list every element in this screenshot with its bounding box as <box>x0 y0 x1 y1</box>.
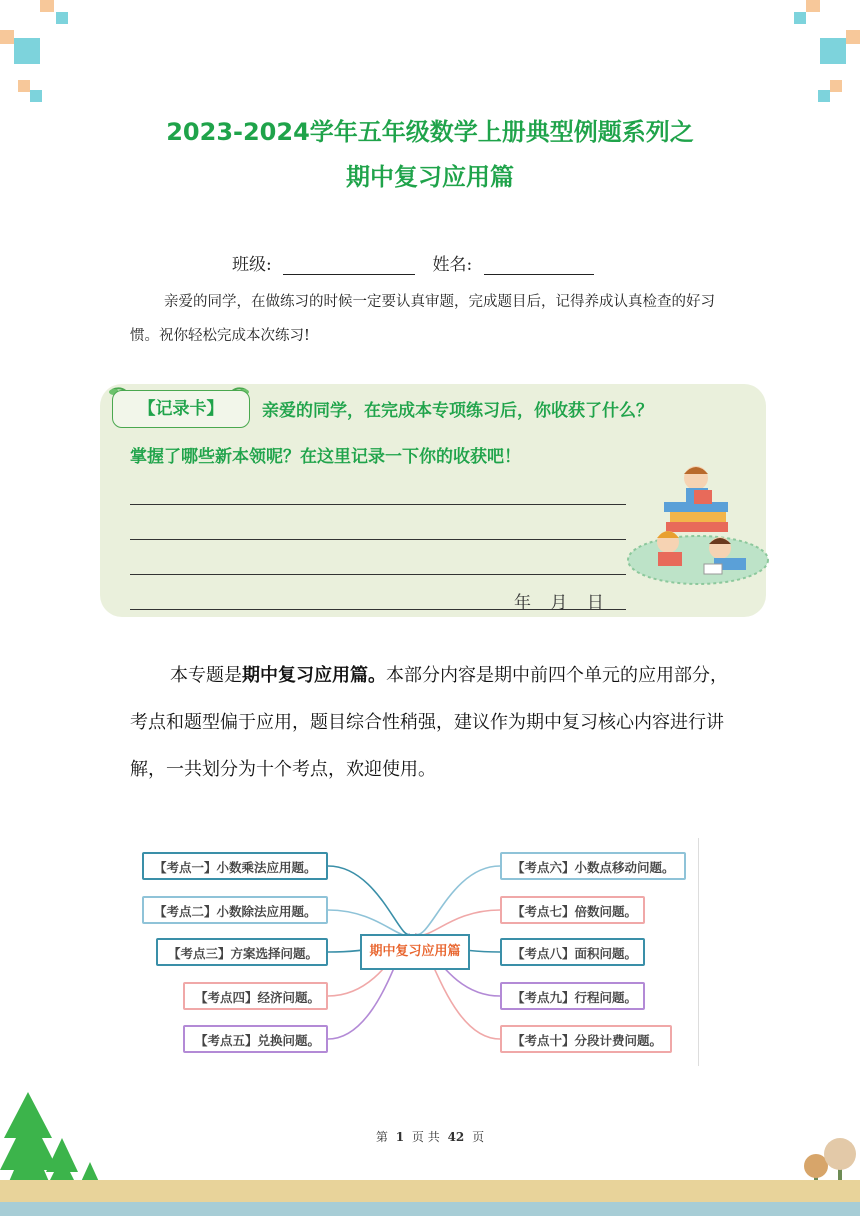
mindmap-node-right: 【考点八】面积问题。 <box>500 938 645 966</box>
doc-title-line1: 2023-2024学年五年级数学上册典型例题系列之 <box>166 118 694 146</box>
mindmap-node-right: 【考点十】分段计费问题。 <box>500 1025 672 1053</box>
body-text-start: 本专题是 <box>170 665 242 686</box>
mindmap-node-right: 【考点六】小数点移动问题。 <box>500 852 686 880</box>
footer-post: 页 <box>472 1130 485 1144</box>
mindmap-connector <box>415 866 500 935</box>
mindmap-center-node: 期中复习应用篇 <box>360 934 470 970</box>
footer-pre: 第 <box>375 1130 388 1144</box>
intro-text: 亲爱的同学，在做练习的时候一定要认真审题，完成题目后，记得养成认真检查的好习惯。祝你轻松完成本次练习! <box>130 294 715 344</box>
mindmap-node-left: 【考点三】方案选择问题。 <box>156 938 328 966</box>
date-day: 日 <box>586 593 604 613</box>
mindmap-node-right: 【考点七】倍数问题。 <box>500 896 645 924</box>
water-strip <box>0 1202 860 1216</box>
mindmap-connector <box>328 866 410 935</box>
body-text-bold: 期中复习应用篇。 <box>242 665 386 686</box>
mindmap-node-left: 【考点四】经济问题。 <box>183 982 328 1010</box>
date-year: 年 <box>514 593 531 613</box>
record-card-line1: 亲爱的同学，在完成本专项练习后，你收获了什么？ <box>262 401 653 421</box>
name-label: 姓名: <box>432 255 473 275</box>
body-text-rest: 本部分内容是期中前四个单元的应用部分，考点和题型偏于应用，题目综合性稍强，建议作为期中复习核心内容进行讲解，一共划分为十个考点，欢迎使用。 <box>130 665 728 780</box>
page-total: 42 <box>447 1130 465 1144</box>
mindmap-node-right: 【考点九】行程问题。 <box>500 982 645 1010</box>
record-card-line2: 掌握了哪些新本领呢？在这里记录一下你的收获吧！ <box>130 447 521 467</box>
doc-title-line2: 期中复习应用篇 <box>346 163 514 191</box>
ground-strip <box>0 1180 860 1202</box>
mindmap-node-left: 【考点一】小数乘法应用题。 <box>142 852 328 880</box>
mindmap-connector <box>415 910 500 935</box>
mindmap-node-left: 【考点五】兑换问题。 <box>183 1025 328 1053</box>
page-footer <box>0 1128 860 1145</box>
record-card-tag: 【记录卡】 <box>112 390 250 428</box>
mindmap-node-left: 【考点二】小数除法应用题。 <box>142 896 328 924</box>
date-month: 月 <box>550 593 568 613</box>
footer-mid: 页 共 <box>411 1130 440 1144</box>
class-label: 班级: <box>232 255 272 275</box>
page-number: 1 <box>395 1130 405 1144</box>
